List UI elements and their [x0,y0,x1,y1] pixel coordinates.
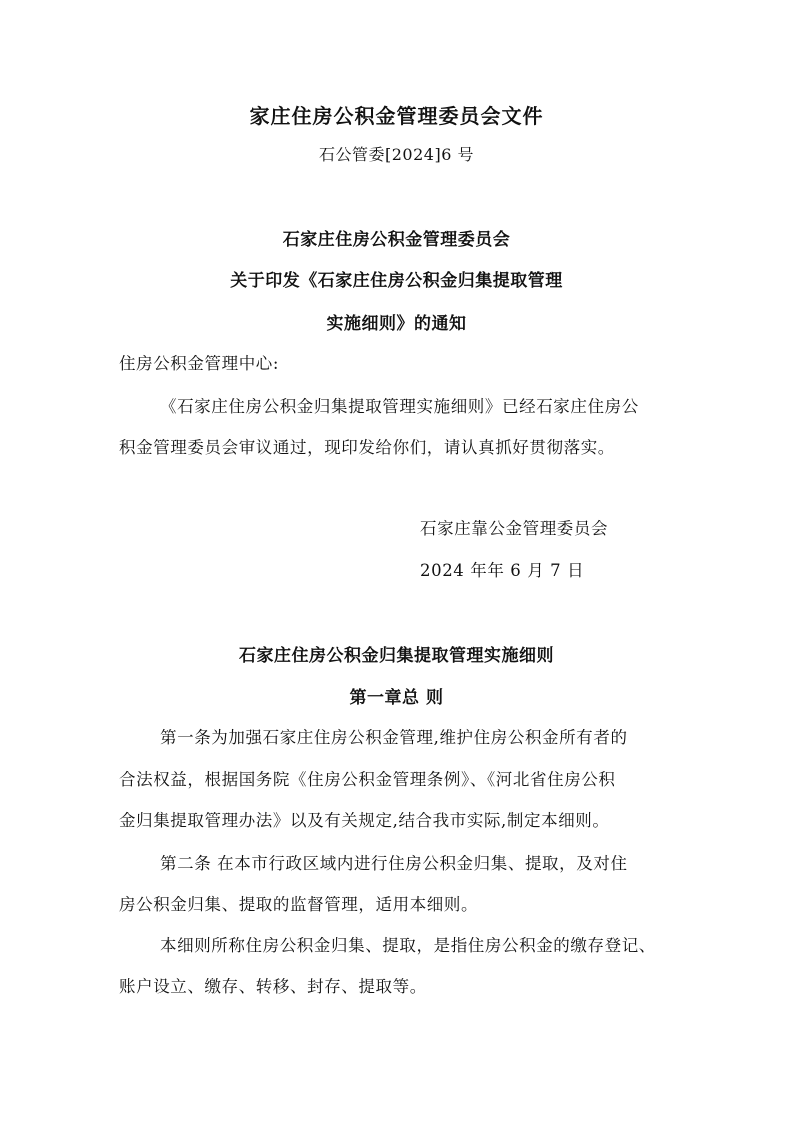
article-2-line-2: 房公积金归集、提取的监督管理，适用本细则。 [119,895,479,914]
rules-title: 石家庄住房公积金归集提取管理实施细则 [239,646,554,666]
article-3-line-1: 本细则所称住房公积金归集、提取，是指住房公积金的缴存登记、 [160,936,656,955]
notice-body-line-2: 积金管理委员会审议通过，现印发给你们，请认真抓好贯彻落实。 [119,438,615,457]
article-1-line-1: 第一条为加强石家庄住房公积金管理,维护住房公积金所有者的 [160,728,628,747]
document-number: 石公管委[2024]6 号 [319,145,474,164]
notice-date: 2024 年年 6 月 7 日 [420,561,585,580]
notice-body-line-1: 《石家庄住房公积金归集提取管理实施细则》已经石家庄住房公 [160,397,639,416]
article-1-line-3: 金归集提取管理办法》以及有关规定,结合我市实际,制定本细则。 [119,811,610,830]
notice-title-line-2: 关于印发《石家庄住房公积金归集提取管理 [230,271,563,291]
document-header-title: 家庄住房公积金管理委员会文件 [249,104,544,128]
notice-title-line-3: 实施细则》的通知 [326,314,467,334]
notice-salutation: 住房公积金管理中心: [119,354,280,373]
article-2-line-1: 第二条 在本市行政区域内进行住房公积金归集、提取，及对住 [160,854,628,873]
article-1-line-2: 合法权益，根据国务院《住房公积金管理条例》、《河北省住房公积 [119,770,616,789]
notice-signer: 石家庄靠公金管理委员会 [420,519,609,538]
article-3-line-2: 账户设立、缴存、转移、封存、提取等。 [119,977,427,996]
chapter-title: 第一章总 则 [349,688,444,708]
notice-title-line-1: 石家庄住房公积金管理委员会 [282,230,511,250]
